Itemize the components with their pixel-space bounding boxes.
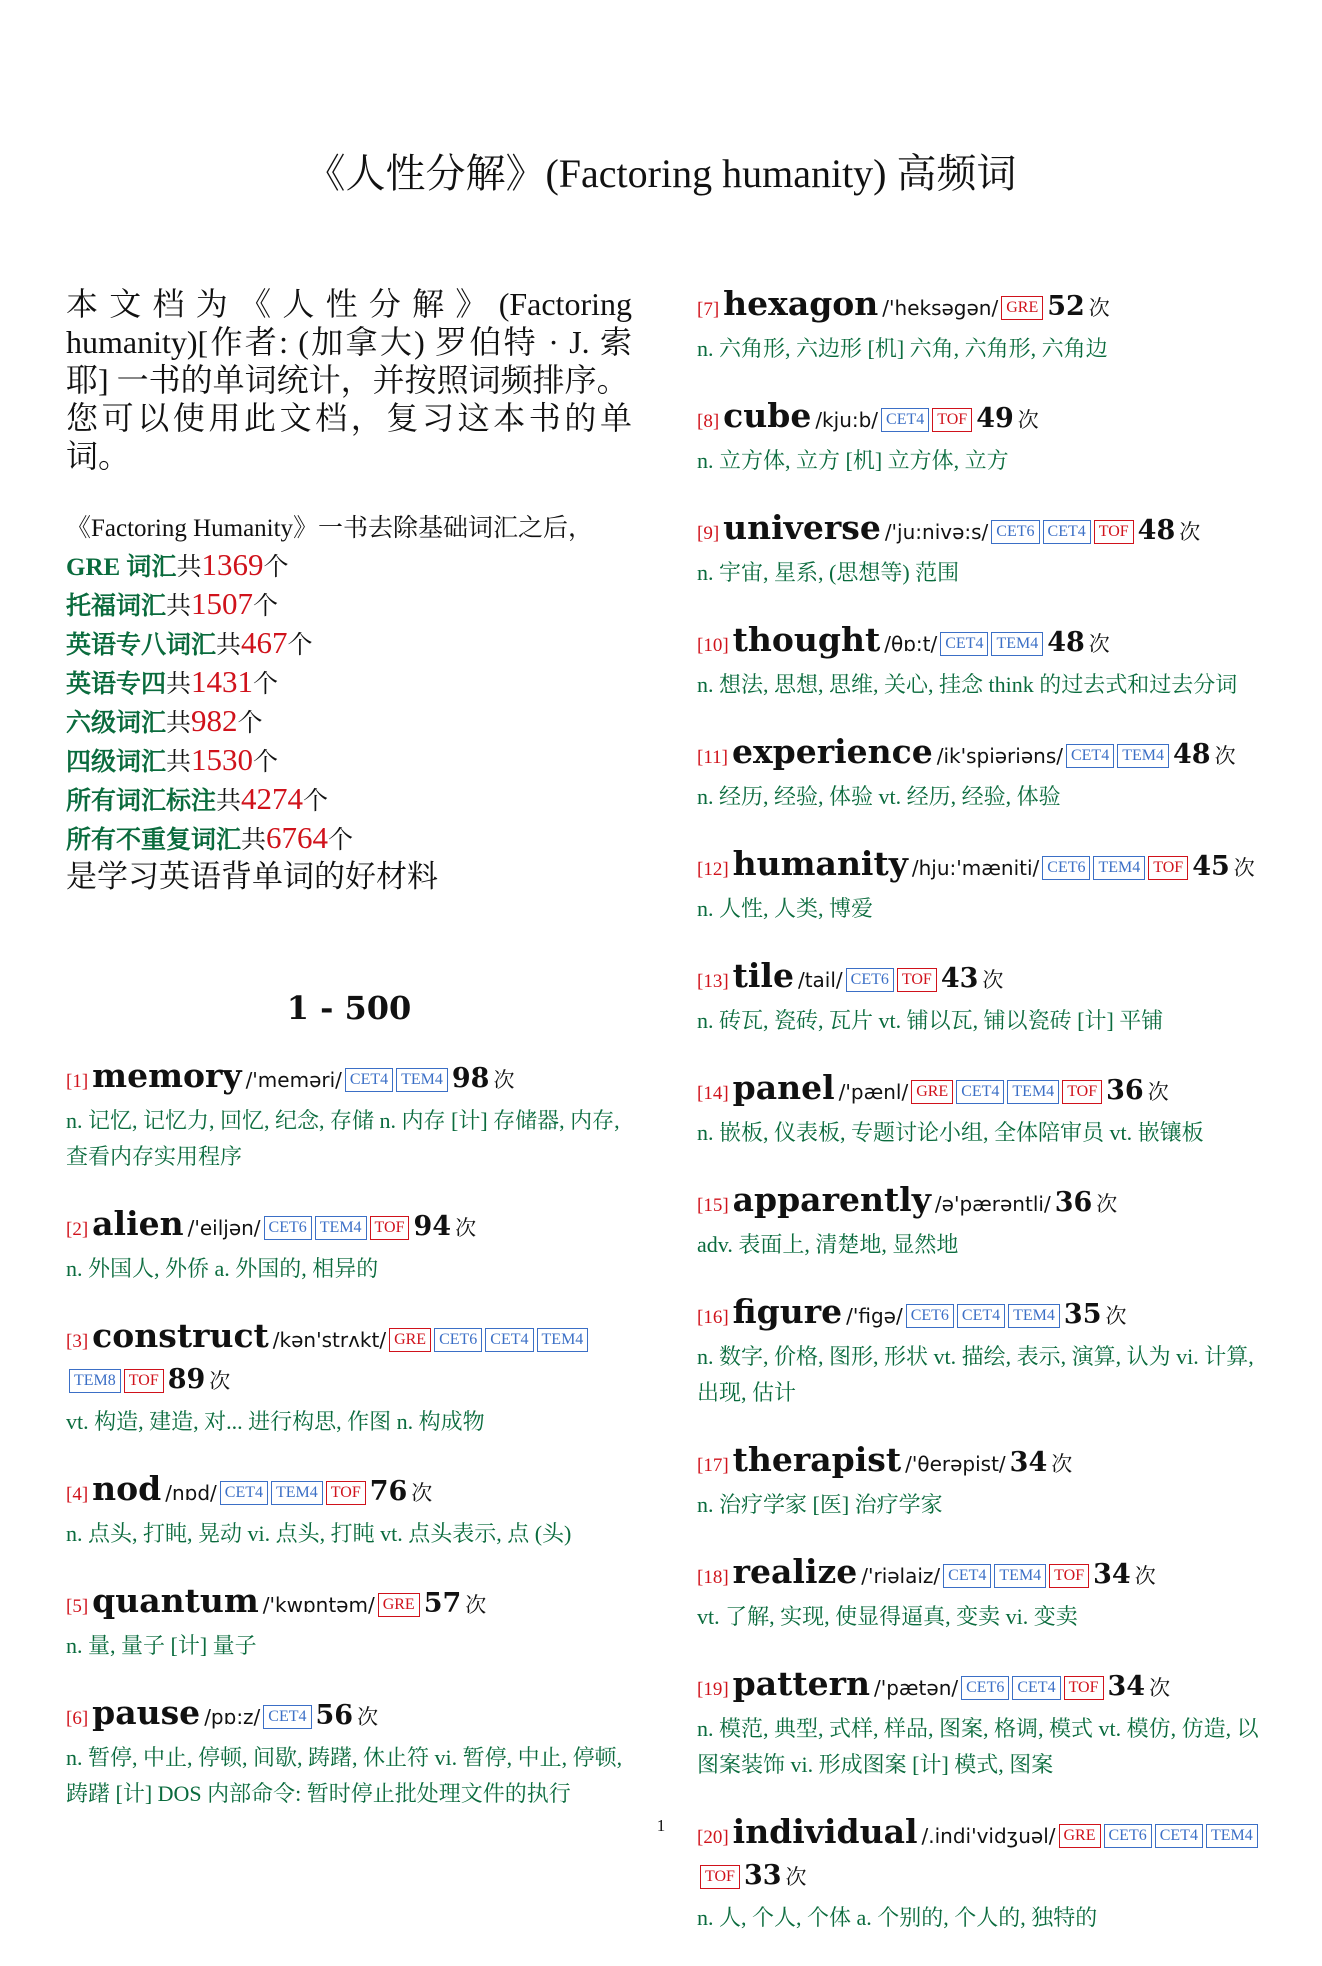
stat-unit: 个 xyxy=(253,749,279,776)
exam-tag: CET4 xyxy=(1043,520,1091,544)
right-column xyxy=(697,285,1267,1966)
entry-headline xyxy=(697,1181,1267,1225)
word-entry xyxy=(697,845,1267,927)
entry-word: figure xyxy=(732,1292,843,1331)
stat-row xyxy=(66,586,632,625)
stat-label: 六级词汇 xyxy=(66,710,167,737)
entry-word: individual xyxy=(732,1812,918,1851)
exam-tag: CET4 xyxy=(1012,1676,1060,1700)
stat-mid: 共 xyxy=(216,788,242,815)
entry-headline xyxy=(697,733,1267,777)
exam-tag: CET6 xyxy=(264,1216,312,1240)
exam-tag: CET4 xyxy=(345,1068,393,1092)
entry-count: 89 xyxy=(167,1364,206,1395)
stat-label: 英语专四 xyxy=(66,671,167,698)
entry-headline xyxy=(66,1057,632,1101)
entry-index: [5] xyxy=(66,1596,89,1617)
entry-count: 48 xyxy=(1172,739,1211,770)
stat-unit: 个 xyxy=(328,827,354,854)
exam-tag: TEM4 xyxy=(1206,1824,1258,1848)
entry-word: apparently xyxy=(732,1180,931,1219)
stat-label: 托福词汇 xyxy=(66,593,167,620)
word-entry xyxy=(697,397,1267,479)
word-entry xyxy=(697,1181,1267,1263)
exam-tag: TOF xyxy=(1049,1564,1089,1588)
entry-index: [19] xyxy=(697,1679,729,1700)
exam-tag: CET4 xyxy=(957,1304,1005,1328)
entry-word: pause xyxy=(92,1693,201,1732)
stat-unit: 个 xyxy=(303,788,329,815)
exam-tag: CET6 xyxy=(1104,1824,1152,1848)
word-entry xyxy=(66,1205,632,1287)
entry-phonetic: /'riəlaiz/ xyxy=(861,1564,941,1588)
stat-row xyxy=(66,547,632,586)
exam-tag: CET6 xyxy=(846,968,894,992)
exam-tag: TOF xyxy=(897,968,937,992)
entry-index: [17] xyxy=(697,1455,729,1476)
exam-tag: CET6 xyxy=(961,1676,1009,1700)
entry-definition: n. 经历, 经验, 体验 vt. 经历, 经验, 体验 xyxy=(697,784,1061,809)
entry-phonetic: /'meməri/ xyxy=(245,1068,342,1092)
word-entry xyxy=(697,285,1267,367)
entry-index: [12] xyxy=(697,859,729,880)
entry-phonetic: /'θerəpist/ xyxy=(905,1452,1006,1476)
entry-phonetic: /.indi'vidʒuəl/ xyxy=(921,1824,1056,1848)
entries-left xyxy=(66,1057,632,1812)
exam-tag: CET4 xyxy=(263,1705,311,1729)
vocab-stats xyxy=(66,511,632,895)
entry-word: memory xyxy=(92,1056,242,1095)
exam-tag: CET6 xyxy=(991,520,1039,544)
entry-word: universe xyxy=(723,508,881,547)
entry-index: [20] xyxy=(697,1827,729,1848)
entry-index: [8] xyxy=(697,411,720,432)
entry-count: 45 xyxy=(1192,851,1230,882)
entry-word: tile xyxy=(732,956,794,995)
exam-tag: CET6 xyxy=(906,1304,954,1328)
entry-headline xyxy=(66,1582,632,1626)
entry-count: 34 xyxy=(1009,1447,1048,1478)
entry-count: 94 xyxy=(413,1211,452,1242)
stat-label: 英语专八词汇 xyxy=(66,632,217,659)
word-entry xyxy=(697,1665,1267,1783)
exam-tag: TEM4 xyxy=(1093,856,1145,880)
stat-mid: 共 xyxy=(176,554,202,581)
exam-tag: CET4 xyxy=(1155,1824,1203,1848)
count-unit: 次 xyxy=(1134,1564,1156,1588)
stat-number: 982 xyxy=(191,703,238,738)
count-unit: 次 xyxy=(1214,744,1236,768)
exam-tag: TEM4 xyxy=(315,1216,367,1240)
exam-tag: TEM4 xyxy=(396,1068,448,1092)
entry-index: [13] xyxy=(697,971,729,992)
stat-mid: 共 xyxy=(166,593,192,620)
entry-count: 76 xyxy=(369,1476,408,1507)
stat-label: 所有不重复词汇 xyxy=(66,827,242,854)
exam-tag: CET6 xyxy=(1042,856,1090,880)
page-number: 1 xyxy=(656,1816,666,1835)
entry-index: [6] xyxy=(66,1708,89,1729)
exam-tag: CET4 xyxy=(1066,744,1114,768)
entry-headline xyxy=(66,1317,632,1402)
exam-tag: GRE xyxy=(1001,296,1043,320)
entry-index: [7] xyxy=(697,299,720,320)
entry-phonetic: /kju:b/ xyxy=(815,408,879,432)
entry-word: cube xyxy=(723,396,812,435)
stat-row xyxy=(66,742,632,781)
entry-index: [15] xyxy=(697,1195,729,1216)
count-unit: 次 xyxy=(1149,1676,1171,1700)
count-unit: 次 xyxy=(1051,1452,1073,1476)
entry-count: 33 xyxy=(743,1860,782,1891)
exam-tag: CET4 xyxy=(485,1328,533,1352)
exam-tag: TOF xyxy=(932,408,972,432)
stat-row xyxy=(66,703,632,742)
stat-mid: 共 xyxy=(166,710,192,737)
exam-tag: TEM4 xyxy=(1008,1304,1060,1328)
stat-mid: 共 xyxy=(216,632,242,659)
entry-phonetic: /'kwɒntəm/ xyxy=(262,1593,375,1617)
entry-definition: n. 记忆, 记忆力, 回忆, 纪念, 存储 n. 内存 [计] 存储器, 内存, 查看内存实用程序 xyxy=(66,1108,620,1169)
count-unit: 次 xyxy=(411,1481,433,1505)
entry-count: 36 xyxy=(1106,1075,1144,1106)
entry-count: 34 xyxy=(1093,1559,1131,1590)
word-entry xyxy=(697,733,1267,815)
exam-tag: TEM4 xyxy=(1007,1080,1059,1104)
exam-tag: TOF xyxy=(1064,1676,1104,1700)
count-unit: 次 xyxy=(1017,408,1039,432)
stat-row xyxy=(66,820,632,859)
stats-rows xyxy=(66,547,632,859)
stat-unit: 个 xyxy=(263,554,289,581)
entry-count: 36 xyxy=(1054,1187,1093,1218)
word-entry xyxy=(66,1057,632,1175)
entry-definition: n. 想法, 思想, 思维, 关心, 挂念 think 的过去式和过去分词 xyxy=(697,672,1238,697)
count-unit: 次 xyxy=(1147,1080,1169,1104)
entry-index: [18] xyxy=(697,1567,729,1588)
count-unit: 次 xyxy=(209,1369,231,1393)
entry-headline xyxy=(697,845,1267,889)
entry-definition: n. 六角形, 六边形 [机] 六角, 六角形, 六角边 xyxy=(697,336,1108,361)
entry-index: [4] xyxy=(66,1484,89,1505)
entry-word: alien xyxy=(92,1204,184,1243)
word-entry xyxy=(66,1317,632,1440)
stat-row xyxy=(66,781,632,820)
exam-tag: CET4 xyxy=(881,408,929,432)
entry-definition: n. 人, 个人, 个体 a. 个别的, 个人的, 独特的 xyxy=(697,1905,1098,1930)
entry-index: [9] xyxy=(697,523,720,544)
entry-word: quantum xyxy=(92,1581,259,1620)
entry-phonetic: /'ju:nivə:s/ xyxy=(884,520,989,544)
count-unit: 次 xyxy=(465,1593,487,1617)
entry-phonetic: /ik'spiəriəns/ xyxy=(936,744,1063,768)
exam-tag: TEM4 xyxy=(994,1564,1046,1588)
entry-definition: n. 治疗学家 [医] 治疗学家 xyxy=(697,1492,943,1517)
entry-phonetic: /'heksəgən/ xyxy=(882,296,999,320)
exam-tag: CET4 xyxy=(956,1080,1004,1104)
entry-definition: n. 砖瓦, 瓷砖, 瓦片 vt. 铺以瓦, 铺以瓷砖 [计] 平铺 xyxy=(697,1008,1164,1033)
entry-definition: vt. 构造, 建造, 对... 进行构思, 作图 n. 构成物 xyxy=(66,1409,485,1434)
entry-headline xyxy=(66,1470,632,1514)
entry-count: 43 xyxy=(940,963,979,994)
stat-unit: 个 xyxy=(253,593,279,620)
stat-row xyxy=(66,664,632,703)
entry-definition: n. 模范, 典型, 式样, 样品, 图案, 格调, 模式 vt. 模仿, 仿造, 以图案装饰 vi. 形成图案 [计] 模式, 图案 xyxy=(697,1716,1259,1777)
entry-phonetic: /nɒd/ xyxy=(165,1481,217,1505)
entry-count: 56 xyxy=(315,1700,354,1731)
entry-word: experience xyxy=(731,732,933,771)
entry-index: [3] xyxy=(66,1331,89,1352)
exam-tag: CET4 xyxy=(943,1564,991,1588)
stat-number: 1369 xyxy=(201,547,264,582)
exam-tag: GRE xyxy=(378,1593,420,1617)
entry-headline xyxy=(697,1553,1267,1597)
entry-headline xyxy=(66,1205,632,1249)
exam-tag: TEM4 xyxy=(271,1481,323,1505)
exam-tag: TOF xyxy=(700,1865,740,1889)
stat-label: GRE 词汇 xyxy=(66,554,177,581)
word-entry xyxy=(697,509,1267,591)
entry-count: 57 xyxy=(423,1588,462,1619)
entry-headline xyxy=(697,1293,1267,1337)
entry-phonetic: /ə'pærəntli/ xyxy=(934,1192,1051,1216)
exam-tag: TOF xyxy=(370,1216,410,1240)
word-entry xyxy=(697,621,1267,703)
stat-number: 1431 xyxy=(191,664,254,699)
entry-phonetic: /pɒ:z/ xyxy=(204,1705,261,1729)
entry-definition: n. 嵌板, 仪表板, 专题讨论小组, 全体陪审员 vt. 嵌镶板 xyxy=(697,1120,1204,1145)
entry-index: [16] xyxy=(697,1307,729,1328)
entry-headline xyxy=(697,1665,1267,1709)
stat-unit: 个 xyxy=(237,710,263,737)
entry-word: humanity xyxy=(732,844,908,883)
entry-index: [14] xyxy=(697,1083,729,1104)
entry-phonetic: /'figə/ xyxy=(846,1304,903,1328)
stats-lead: 《Factoring Humanity》一书去除基础词汇之后， xyxy=(66,515,594,542)
entry-count: 34 xyxy=(1107,1671,1146,1702)
entry-headline xyxy=(66,1694,632,1738)
entry-definition: n. 数字, 价格, 图形, 形状 vt. 描绘, 表示, 演算, 认为 vi. 计算, 出现, 估计 xyxy=(697,1344,1254,1405)
entry-phonetic: /'pætən/ xyxy=(873,1676,959,1700)
word-entry xyxy=(66,1694,632,1812)
entry-index: [2] xyxy=(66,1219,89,1240)
entry-headline xyxy=(697,1069,1267,1113)
count-unit: 次 xyxy=(1105,1304,1127,1328)
document-title: 《人性分解》(Factoring humanity) 高频词 xyxy=(305,151,1017,196)
count-unit: 次 xyxy=(493,1068,515,1092)
stat-number: 1507 xyxy=(191,586,254,621)
count-unit: 次 xyxy=(455,1216,477,1240)
left-column xyxy=(66,285,632,1842)
entry-definition: n. 量, 量子 [计] 量子 xyxy=(66,1633,257,1658)
entry-count: 52 xyxy=(1047,291,1085,322)
entry-count: 35 xyxy=(1063,1299,1102,1330)
exam-tag: TOF xyxy=(124,1369,164,1393)
entry-definition: n. 立方体, 立方 [机] 立方体, 立方 xyxy=(697,448,1009,473)
exam-tag: GRE xyxy=(911,1080,953,1104)
count-unit: 次 xyxy=(357,1705,379,1729)
stat-number: 4274 xyxy=(241,781,304,816)
entry-count: 48 xyxy=(1047,627,1085,658)
word-entry xyxy=(697,1069,1267,1151)
stat-number: 6764 xyxy=(266,820,329,855)
stat-mid: 共 xyxy=(241,827,267,854)
count-unit: 次 xyxy=(982,968,1004,992)
exam-tag: TOF xyxy=(1094,520,1134,544)
count-unit: 次 xyxy=(1088,632,1110,656)
word-entry xyxy=(697,1553,1267,1635)
entry-index: [11] xyxy=(697,747,728,768)
entry-definition: n. 暂停, 中止, 停顿, 间歇, 踌躇, 休止符 vi. 暂停, 中止, 停顿, 踌躇 [计] DOS 内部命令: 暂时停止批处理文件的执行 xyxy=(66,1745,623,1806)
stat-mid: 共 xyxy=(166,749,192,776)
entry-index: [10] xyxy=(697,635,729,656)
exam-tag: GRE xyxy=(1059,1824,1101,1848)
count-unit: 次 xyxy=(1088,296,1110,320)
stat-unit: 个 xyxy=(287,632,313,659)
entry-word: thought xyxy=(732,620,881,659)
exam-tag: TOF xyxy=(1148,856,1188,880)
stat-unit: 个 xyxy=(253,671,279,698)
entry-definition: n. 点头, 打盹, 晃动 vi. 点头, 打盹 vt. 点头表示, 点 (头) xyxy=(66,1521,572,1546)
exam-tag: TEM8 xyxy=(69,1369,121,1393)
stat-mid: 共 xyxy=(166,671,192,698)
intro-line-2: 您可以使用此文档，复习这本书的单词。 xyxy=(66,400,632,474)
entry-word: construct xyxy=(92,1316,269,1355)
entry-phonetic: /θɒ:t/ xyxy=(884,632,938,656)
count-unit: 次 xyxy=(1096,1192,1118,1216)
exam-tag: TEM4 xyxy=(991,632,1043,656)
entry-headline xyxy=(697,397,1267,441)
exam-tag: TOF xyxy=(1062,1080,1102,1104)
entry-definition: n. 宇宙, 星系, (思想等) 范围 xyxy=(697,560,960,585)
stats-closing: 是学习英语背单词的好材料 xyxy=(66,859,438,894)
entry-phonetic: /tail/ xyxy=(797,968,843,992)
entry-headline xyxy=(697,509,1267,553)
entry-headline xyxy=(697,621,1267,665)
word-entry xyxy=(66,1582,632,1664)
entry-word: realize xyxy=(732,1552,858,1591)
entry-headline xyxy=(697,285,1267,329)
entries-right xyxy=(697,285,1267,1936)
exam-tag: CET4 xyxy=(220,1481,268,1505)
entry-definition: n. 人性, 人类, 博爱 xyxy=(697,896,874,921)
entry-phonetic: /hju:'mæniti/ xyxy=(911,856,1040,880)
stat-number: 467 xyxy=(241,625,288,660)
entry-phonetic: /'pænl/ xyxy=(838,1080,909,1104)
stat-number: 1530 xyxy=(191,742,254,777)
count-unit: 次 xyxy=(1179,520,1201,544)
exam-tag: TOF xyxy=(326,1481,366,1505)
word-entry xyxy=(66,1470,632,1552)
entry-phonetic: /'eiljən/ xyxy=(187,1216,261,1240)
word-entry xyxy=(697,1441,1267,1523)
entry-word: pattern xyxy=(732,1664,870,1703)
exam-tag: CET4 xyxy=(940,632,988,656)
entry-definition: vt. 了解, 实现, 使显得逼真, 变卖 vi. 变卖 xyxy=(697,1604,1078,1629)
stat-label: 所有词汇标注 xyxy=(66,788,217,815)
entry-headline xyxy=(697,957,1267,1001)
entry-word: therapist xyxy=(732,1440,902,1479)
stat-row xyxy=(66,625,632,664)
intro-text xyxy=(66,285,632,475)
intro-line-1: 本文档为《人性分解》(Factoring humanity)[作者: (加拿大) 罗伯特 · J. 索耶] 一书的单词统计，并按照词频排序。 xyxy=(66,286,632,398)
entry-definition: n. 外国人, 外侨 a. 外国的, 相异的 xyxy=(66,1256,379,1281)
entry-index: [1] xyxy=(66,1071,89,1092)
range-heading: 1 - 500 xyxy=(286,989,412,1027)
entry-headline xyxy=(697,1441,1267,1485)
exam-tag: TEM4 xyxy=(537,1328,589,1352)
entry-word: panel xyxy=(732,1068,835,1107)
stat-label: 四级词汇 xyxy=(66,749,167,776)
word-entry xyxy=(697,957,1267,1039)
word-entry xyxy=(697,1293,1267,1411)
exam-tag: TEM4 xyxy=(1117,744,1169,768)
exam-tag: GRE xyxy=(389,1328,431,1352)
entry-definition: adv. 表面上, 清楚地, 显然地 xyxy=(697,1232,959,1257)
entry-word: hexagon xyxy=(723,284,879,323)
entry-count: 49 xyxy=(976,403,1014,434)
count-unit: 次 xyxy=(1233,856,1255,880)
exam-tag: CET6 xyxy=(434,1328,482,1352)
entry-phonetic: /kən'strʌkt/ xyxy=(272,1328,387,1352)
entry-word: nod xyxy=(92,1469,162,1508)
count-unit: 次 xyxy=(785,1865,807,1889)
entry-count: 98 xyxy=(451,1063,490,1094)
entry-count: 48 xyxy=(1137,515,1176,546)
